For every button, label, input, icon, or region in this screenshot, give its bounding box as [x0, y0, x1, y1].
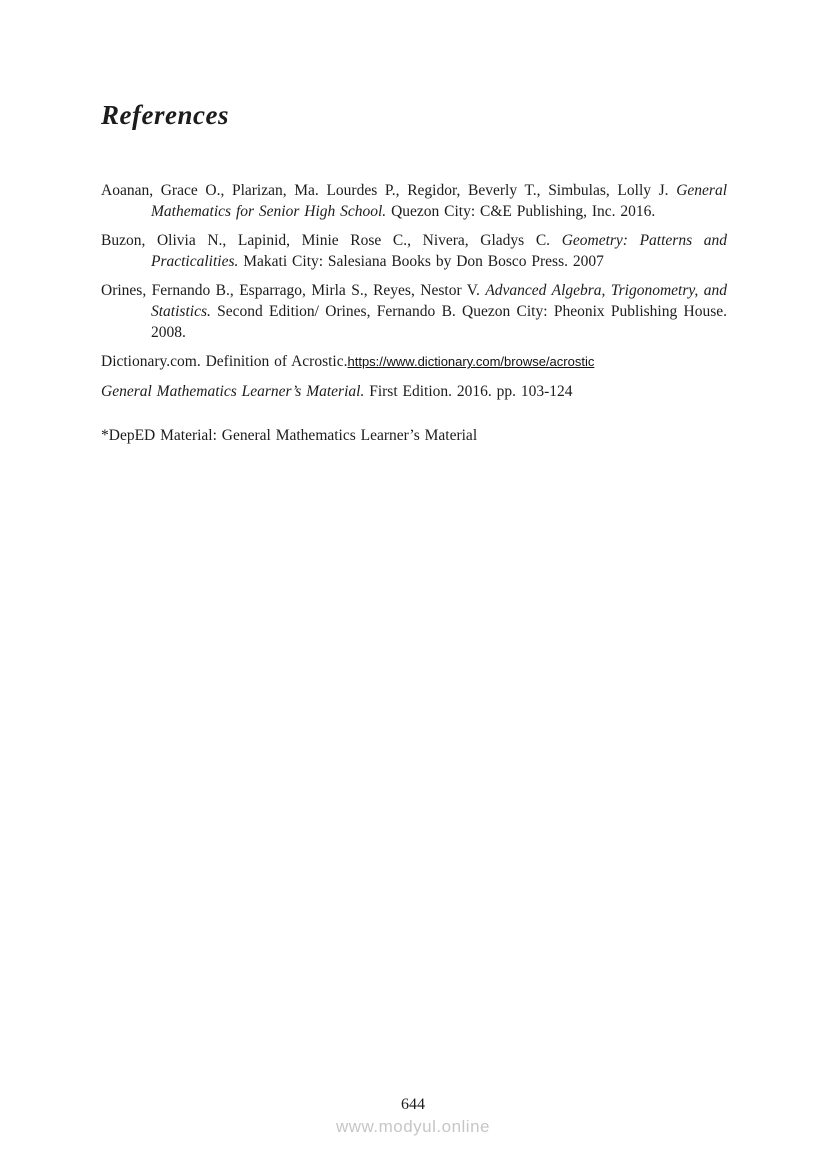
references-list	[101, 181, 727, 447]
reference-entry	[101, 281, 727, 343]
page-number: 644	[401, 1096, 425, 1113]
reference-text: *DepED Material: General Mathematics Learner’s Material	[101, 427, 478, 445]
page-title: References	[101, 100, 229, 130]
reference-text: Second Edition/ Orines, Fernando B. Quezon City: Pheonix Publishing House. 2008.	[151, 303, 727, 341]
reference-text: First Edition. 2016. pp. 103-124	[364, 382, 573, 400]
reference-text: Aoanan, Grace O., Plarizan, Ma. Lourdes P., Regidor, Beverly T., Simbulas, Lolly J.	[101, 182, 677, 199]
reference-title-italic: General Mathematics for Senior High School.	[151, 182, 727, 220]
reference-entry	[101, 352, 727, 373]
reference-text: Makati City: Salesiana Books by Don Bosco Press. 2007	[238, 252, 604, 270]
reference-entry	[101, 181, 727, 222]
reference-text: Buzon, Olivia N., Lapinid, Minie Rose C., Nivera, Gladys C.	[101, 232, 562, 250]
reference-link[interactable]: https://www.dictionary.com/browse/acrostic	[347, 354, 595, 370]
reference-text: Orines, Fernando B., Esparrago, Mirla S., Reyes, Nestor V.	[101, 282, 486, 300]
reference-entry	[101, 382, 727, 403]
reference-text: Dictionary.com. Definition of Acrostic.	[101, 353, 348, 371]
reference-title-italic: Geometry: Patterns and Practicalities.	[151, 232, 727, 270]
reference-text: Quezon City: C&E Publishing, Inc. 2016.	[386, 202, 656, 220]
reference-entry	[101, 231, 727, 272]
reference-title-italic: General Mathematics Learner’s Material.	[101, 382, 365, 400]
reference-entry	[101, 426, 727, 447]
reference-title-italic: Advanced Algebra, Trigonometry, and Statistics.	[151, 282, 727, 321]
watermark: www.modyul.online	[335, 1117, 490, 1136]
